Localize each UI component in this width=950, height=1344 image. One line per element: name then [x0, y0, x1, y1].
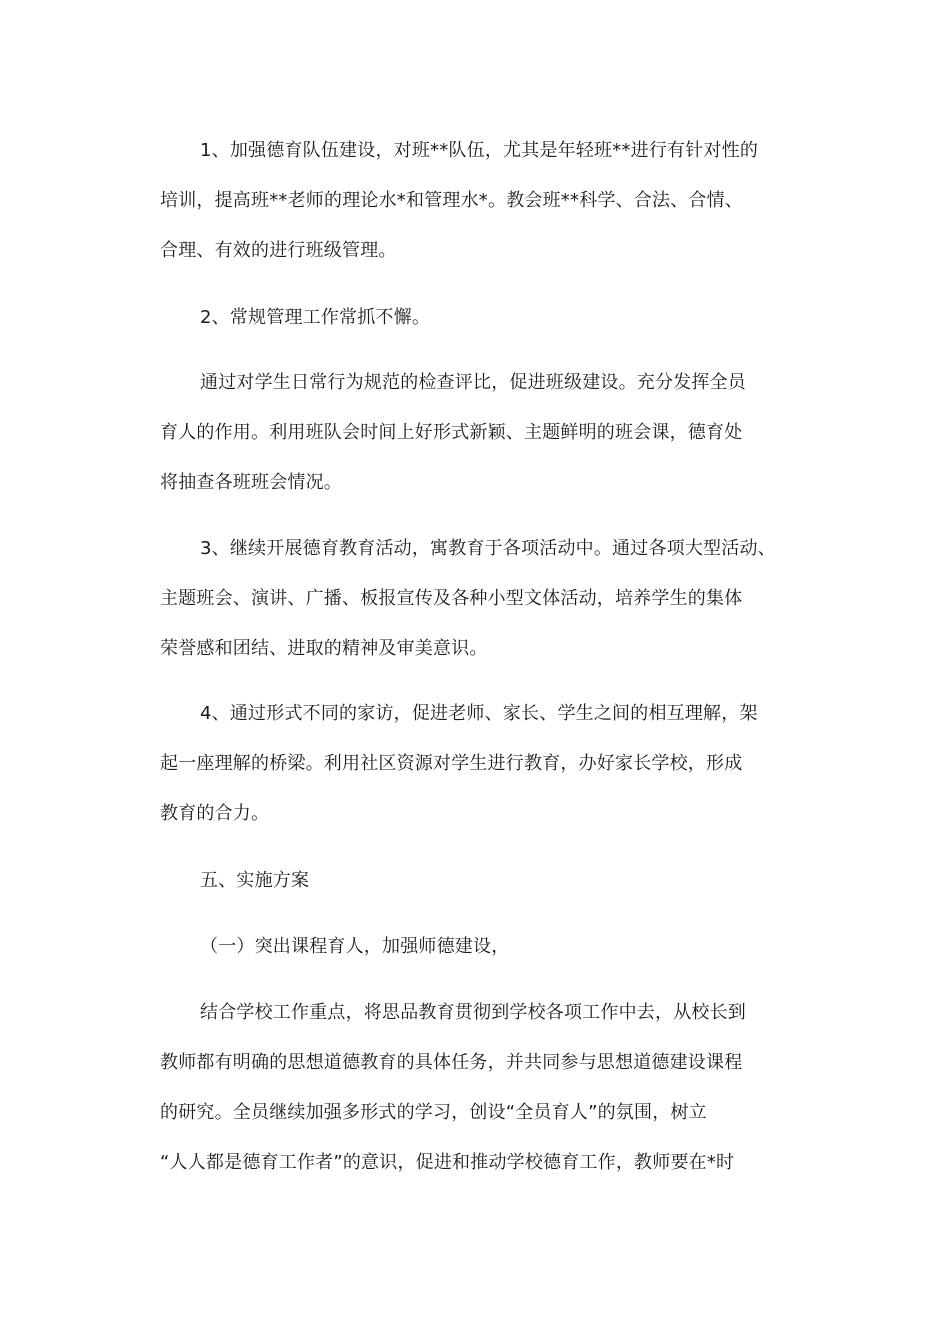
- paragraph-line: 主题班会、演讲、广播、板报宣传及各种小型文体活动，培养学生的集体: [160, 588, 743, 609]
- paragraph-line: 培训，提高班**老师的理论水*和管理水*。教会班**科学、合法、合情、: [160, 190, 743, 211]
- paragraph-school-focus: [160, 988, 800, 1188]
- paragraph-line: 结合学校工作重点，将思品教育贯彻到学校各项工作中去，从校长到: [200, 1002, 746, 1023]
- paragraph-team-building: [160, 126, 800, 276]
- paragraph-line: 2、常规管理工作常抓不懈。: [200, 307, 431, 328]
- subsection-heading: （一）突出课程育人，加强师德建设，: [200, 936, 510, 957]
- paragraph-line: 育人的作用。利用班队会时间上好形式新颖、主题鲜明的班会课，德育处: [160, 422, 743, 443]
- section-heading-implementation: [160, 856, 800, 906]
- section-heading: 五、实施方案: [200, 870, 310, 891]
- paragraph-line: 教师都有明确的思想道德教育的具体任务，并共同参与思想道德建设课程: [160, 1052, 743, 1073]
- paragraph-line: 起一座理解的桥梁。利用社区资源对学生进行教育，办好家长学校，形成: [160, 753, 743, 774]
- paragraph-line: 教育的合力。: [160, 803, 270, 824]
- paragraph-line: 荣誉感和团结、进取的精神及审美意识。: [160, 638, 488, 659]
- paragraph-activities: [160, 524, 800, 674]
- paragraph-line: 通过对学生日常行为规范的检查评比，促进班级建设。充分发挥全员: [200, 372, 746, 393]
- paragraph-home-visits: [160, 689, 800, 839]
- paragraph-line: “人人都是德育工作者”的意识，促进和推动学校德育工作，教师要在*时: [160, 1152, 735, 1173]
- subsection-heading-curriculum: [160, 922, 800, 972]
- paragraph-routine-management: [160, 293, 800, 343]
- paragraph-line: 3、继续开展德育教育活动，寓教育于各项活动中。通过各项大型活动、: [200, 538, 776, 559]
- paragraph-line: 合理、有效的进行班级管理。: [160, 240, 397, 261]
- paragraph-line: 的研究。全员继续加强多形式的学习，创设“全员育人”的氛围，树立: [160, 1102, 707, 1123]
- paragraph-line: 将抽查各班班会情况。: [160, 472, 342, 493]
- paragraph-line: 1、加强德育队伍建设，对班**队伍，尤其是年轻班**进行有针对性的: [200, 140, 759, 161]
- paragraph-inspection: [160, 358, 800, 508]
- paragraph-line: 4、通过形式不同的家访，促进老师、家长、学生之间的相互理解，架: [200, 703, 758, 724]
